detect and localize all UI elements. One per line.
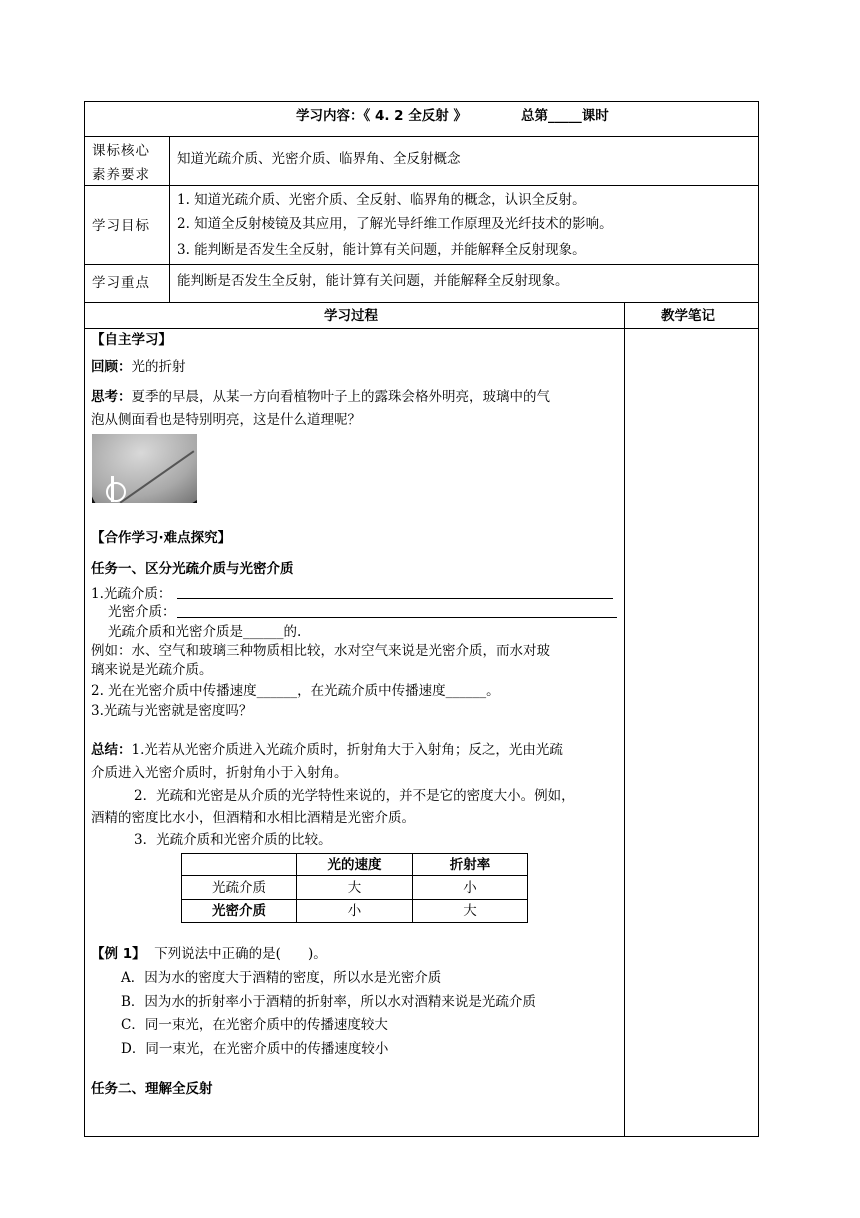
compare-cell: 大: [347, 880, 362, 896]
example1-option: B．因为水的折射率小于酒精的折射率，所以水对酒精来说是光疏介质: [121, 994, 536, 1010]
table-divider: [84, 328, 759, 329]
lesson-title: 学习内容：《 4. 2 全反射 》: [296, 108, 467, 124]
example-text: 例如：水、空气和玻璃三种物质相比较，水对空气来说是光密介质，而水对玻: [91, 643, 550, 659]
q2-speed: 2. 光在光密介质中传播速度______，在光疏介质中传播速度______。: [91, 683, 500, 699]
example1-option: A．因为水的密度大于酒精的密度，所以水是光密介质: [121, 970, 442, 986]
goals-label: 学习目标: [92, 218, 150, 234]
dewdrop-leaf-image: [92, 434, 197, 503]
core-label: 课标核心: [92, 143, 150, 159]
answer-blank-line: [177, 617, 617, 618]
compare-cell: 小: [463, 880, 477, 896]
coop-heading: 【合作学习·难点探究】: [91, 530, 232, 546]
compare-cell: 大: [463, 903, 477, 919]
summary-label: 总结：: [91, 742, 132, 758]
table-divider: [84, 264, 759, 265]
compare-cell: 光疏介质: [212, 880, 266, 896]
compare-cell: 小: [347, 903, 362, 919]
self-study-heading: 【自主学习】: [91, 332, 172, 348]
focus-label: 学习重点: [92, 275, 150, 291]
core-label: 素养要求: [92, 167, 150, 183]
think-line: [91, 389, 550, 405]
q1-sparse-medium: 1.光疏介质：: [91, 586, 172, 602]
summary-line: [91, 742, 563, 758]
process-column-header: 学习过程: [324, 308, 378, 324]
table-divider: [84, 185, 759, 186]
think-label: 思考：: [91, 389, 132, 405]
q1-dense-medium: 光密介质：: [108, 604, 176, 620]
summary-text-continued: 介质进入光密介质时，折射角小于入射角。: [91, 765, 348, 781]
lesson-count: 总第_____课时: [521, 108, 609, 124]
example1-option: D．同一束光，在光密介质中的传播速度较小: [121, 1041, 389, 1057]
goal-item: 3. 能判断是否发生全反射，能计算有关问题，并能解释全反射现象。: [177, 242, 586, 258]
core-text: 知道光疏介质、光密介质、临界角、全反射概念: [177, 151, 461, 167]
think-text: 夏季的早晨，从某一方向看植物叶子上的露珠会格外明亮，玻璃中的气: [131, 389, 550, 405]
goal-item: 1. 知道光疏介质、光密介质、全反射、临界角的概念，认识全反射。: [177, 192, 586, 208]
q3-density: 3.光疏与光密就是密度吗？: [91, 703, 253, 719]
table-border-top: [84, 101, 759, 102]
review-label: 回顾：: [91, 359, 132, 375]
summary-text: 1.光若从光密介质进入光疏介质时，折射角大于入射角；反之，光由光疏: [131, 742, 563, 758]
compare-header-speed: 光的速度: [327, 857, 382, 873]
compare-header-index: 折射率: [449, 857, 491, 873]
review-line: [91, 359, 186, 375]
example1-question-line: [91, 946, 327, 962]
review-text: 光的折射: [131, 359, 186, 375]
example1-label: 【例 1】: [91, 946, 146, 962]
goal-item: 2. 知道全反射棱镜及其应用，了解光导纤维工作原理及光纤技术的影响。: [177, 216, 613, 232]
table-border-bottom: [84, 1136, 759, 1137]
q1-relative: 光疏介质和光密介质是______的.: [108, 624, 302, 640]
focus-text: 能判断是否发生全反射，能计算有关问题，并能解释全反射现象。: [177, 273, 569, 289]
summary-point-2-continued: 酒精的密度比水小，但酒精和水相比酒精是光密介质。: [91, 810, 415, 826]
example1-question: 下列说法中正确的是( )。: [154, 946, 327, 962]
table-border-right: [758, 101, 759, 1137]
table-divider: [84, 136, 759, 137]
example1-option: C．同一束光，在光密介质中的传播速度较大: [121, 1017, 388, 1033]
notes-column-header: 教学笔记: [661, 308, 715, 324]
notes-column-divider: [624, 302, 625, 1136]
label-column-divider: [169, 136, 170, 302]
table-border-left: [84, 101, 85, 1137]
answer-blank-line: [177, 598, 613, 599]
think-text-continued: 泡从侧面看也是特别明亮，这是什么道理呢？: [91, 412, 361, 428]
task2-heading: 任务二、理解全反射: [91, 1081, 213, 1097]
task1-heading: 任务一、区分光疏介质与光密介质: [91, 561, 294, 577]
compare-cell: 光密介质: [212, 903, 266, 919]
summary-point-3: 3．光疏介质和光密介质的比较。: [134, 832, 332, 848]
table-divider: [84, 302, 759, 303]
summary-point-2: 2．光疏和光密是从介质的光学特性来说的，并不是它的密度大小。例如，: [134, 788, 575, 804]
example-text-continued: 璃来说是光疏介质。: [91, 662, 213, 678]
